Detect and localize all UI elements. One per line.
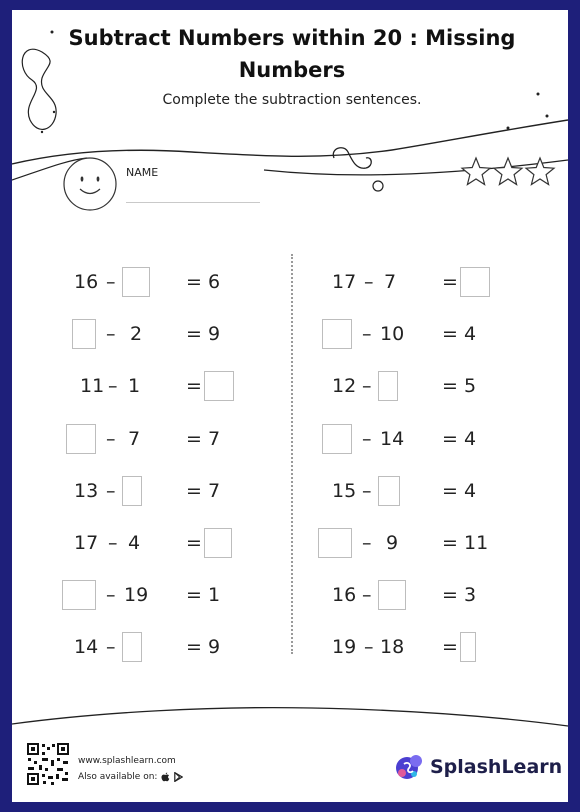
problem-row (318, 517, 558, 569)
equals-sign: = (442, 532, 458, 555)
minus-sign: – (108, 532, 118, 555)
problem-row (62, 569, 302, 621)
available-label: Also available on: (78, 772, 158, 782)
minus-sign: – (362, 375, 372, 398)
problems-left-column (62, 256, 302, 674)
operand-a: 19 (332, 636, 357, 659)
qr-code-icon (26, 742, 70, 786)
website-link[interactable]: www.splashlearn.com (78, 756, 176, 766)
problem-row (318, 308, 558, 360)
equals-sign: = (442, 636, 458, 659)
operand-b: 19 (124, 584, 149, 607)
operand-b: 14 (380, 427, 405, 450)
operand-b: 9 (386, 532, 399, 555)
result: 6 (208, 271, 221, 294)
operand-a: 15 (332, 479, 357, 502)
problem-row (318, 256, 558, 308)
operand-a: 16 (332, 584, 357, 607)
problems-right-column (318, 256, 558, 674)
operand-a: 16 (74, 271, 99, 294)
operand-a: 12 (332, 375, 357, 398)
minus-sign: – (364, 636, 374, 659)
result: 7 (208, 479, 221, 502)
minus-sign: – (364, 271, 374, 294)
answer-box[interactable] (460, 632, 476, 662)
answer-box[interactable] (460, 267, 490, 297)
equals-sign: = (186, 427, 202, 450)
operand-a: 17 (332, 271, 357, 294)
worksheet-page (12, 10, 568, 802)
answer-box[interactable] (378, 371, 398, 401)
equals-sign: = (186, 636, 202, 659)
operand-b: 7 (384, 271, 397, 294)
problem-row (62, 413, 302, 465)
problem-row (62, 256, 302, 308)
problem-row (318, 465, 558, 517)
minus-sign: – (362, 323, 372, 346)
result: 5 (464, 375, 477, 398)
worksheet-title: Subtract Numbers within 20 : Missing Numbers (68, 26, 516, 82)
answer-box[interactable] (122, 632, 142, 662)
problem-row (62, 308, 302, 360)
problem-row (62, 360, 302, 412)
minus-sign: – (362, 427, 372, 450)
splashlearn-logo (394, 752, 562, 782)
minus-sign: – (106, 427, 116, 450)
minus-sign: – (106, 271, 116, 294)
result: 11 (464, 532, 489, 555)
footer-wave-decoration (12, 698, 568, 738)
minus-sign: – (362, 584, 372, 607)
problem-row (318, 569, 558, 621)
answer-box[interactable] (122, 476, 142, 506)
problem-row (318, 360, 558, 412)
operand-a: 17 (74, 532, 99, 555)
equals-sign: = (442, 271, 458, 294)
equals-sign: = (442, 375, 458, 398)
equals-sign: = (186, 323, 202, 346)
problem-row (318, 621, 558, 673)
instructions: Complete the subtraction sentences. (162, 92, 422, 108)
equals-sign: = (186, 271, 202, 294)
operand-b: 4 (128, 532, 141, 555)
answer-box[interactable] (204, 528, 232, 558)
operand-b: 2 (130, 323, 143, 346)
result: 7 (208, 427, 221, 450)
result: 4 (464, 323, 477, 346)
splashlearn-logo-icon (394, 752, 424, 782)
operand-a: 14 (74, 636, 99, 659)
equals-sign: = (442, 323, 458, 346)
result: 9 (208, 636, 221, 659)
minus-sign: – (106, 584, 116, 607)
operand-b: 1 (128, 375, 141, 398)
operand-b: 18 (380, 636, 405, 659)
minus-sign: – (362, 532, 372, 555)
apple-icon[interactable] (161, 772, 170, 782)
result: 1 (208, 584, 221, 607)
name-input-line[interactable] (126, 202, 260, 203)
minus-sign: – (106, 479, 116, 502)
minus-sign: – (106, 323, 116, 346)
equals-sign: = (442, 479, 458, 502)
answer-box[interactable] (378, 476, 400, 506)
stars-rating-icon (460, 156, 560, 188)
answer-box[interactable] (122, 267, 150, 297)
operand-b: 10 (380, 323, 405, 346)
operand-a: 13 (74, 479, 99, 502)
result: 9 (208, 323, 221, 346)
problem-row (318, 413, 558, 465)
brand-name: SplashLearn (430, 756, 563, 778)
result: 3 (464, 584, 477, 607)
problem-row (62, 621, 302, 673)
equals-sign: = (186, 375, 202, 398)
answer-box[interactable] (378, 580, 406, 610)
play-store-icon[interactable] (174, 772, 183, 782)
result: 4 (464, 479, 477, 502)
answer-box[interactable] (322, 424, 352, 454)
answer-box[interactable] (66, 424, 96, 454)
equals-sign: = (186, 584, 202, 607)
answer-box[interactable] (322, 319, 352, 349)
minus-sign: – (362, 479, 372, 502)
operand-a: 11 (80, 375, 105, 398)
answer-box[interactable] (318, 528, 352, 558)
answer-box[interactable] (72, 319, 96, 349)
problem-row (62, 465, 302, 517)
minus-sign: – (106, 636, 116, 659)
equals-sign: = (186, 479, 202, 502)
operand-b: 7 (128, 427, 141, 450)
result: 4 (464, 427, 477, 450)
answer-box[interactable] (62, 580, 96, 610)
equals-sign: = (442, 427, 458, 450)
equals-sign: = (442, 584, 458, 607)
answer-box[interactable] (204, 371, 234, 401)
equals-sign: = (186, 532, 202, 555)
minus-sign: – (108, 375, 118, 398)
name-label: NAME (126, 166, 159, 179)
smiley-face-icon (62, 156, 118, 212)
availability-row (78, 772, 183, 782)
problem-row (62, 517, 302, 569)
